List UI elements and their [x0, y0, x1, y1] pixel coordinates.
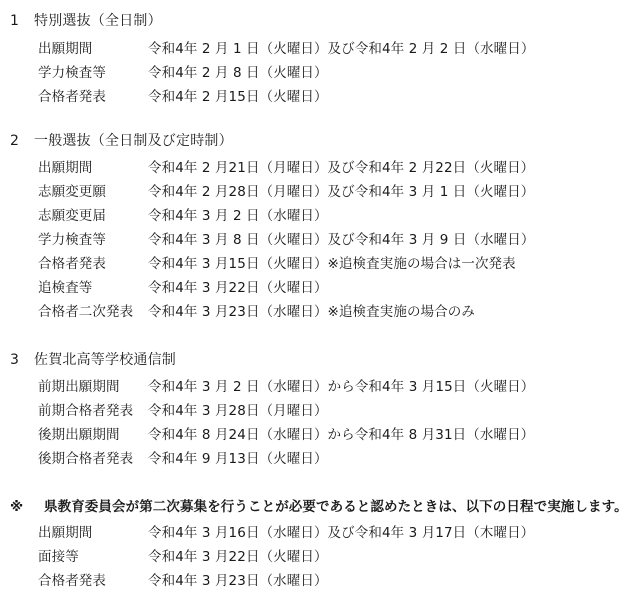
- row-label: 前期出願期間: [38, 379, 120, 395]
- schedule-row: [38, 85, 328, 105]
- row-value: 令和4年 8 月24日（水曜日）から令和4年 8 月31日（水曜日）: [148, 427, 535, 443]
- section-1-heading: [10, 10, 162, 30]
- row-value: 令和4年 2 月 1 日（火曜日）及び令和4年 2 月 2 日（水曜日）: [148, 41, 535, 57]
- row-value: 令和4年 3 月 2 日（水曜日）: [148, 208, 328, 224]
- schedule-row: [38, 204, 328, 224]
- row-label: 合格者発表: [38, 256, 106, 272]
- row-label: 合格者発表: [38, 89, 106, 105]
- row-label: 志願変更願: [38, 184, 106, 200]
- row-value: 令和4年 3 月22日（火曜日）: [148, 280, 328, 296]
- schedule-row: [38, 252, 516, 272]
- row-value: 令和4年 3 月22日（火曜日）: [148, 549, 328, 565]
- schedule-row: [38, 375, 534, 395]
- schedule-row: [38, 228, 534, 248]
- row-label: 出願期間: [38, 525, 93, 541]
- section-3-heading: [10, 349, 176, 369]
- note-mark: ※: [10, 499, 24, 515]
- schedule-row: [38, 399, 328, 419]
- row-label: 前期合格者発表: [38, 403, 134, 419]
- schedule-row: [38, 569, 328, 589]
- row-label: 学力検査等: [38, 232, 106, 248]
- note-heading: [10, 495, 628, 515]
- row-value: 令和4年 2 月15日（火曜日）: [148, 89, 328, 105]
- schedule-row: [38, 156, 534, 176]
- section-title: 一般選抜（全日制及び定時制）: [34, 133, 233, 149]
- schedule-row: [38, 37, 534, 57]
- schedule-row: [38, 300, 475, 320]
- section-number: 2: [10, 133, 20, 149]
- row-label: 後期出願期間: [38, 427, 120, 443]
- row-label: 合格者二次発表: [38, 304, 134, 320]
- schedule-row: [38, 423, 534, 443]
- row-label: 出願期間: [38, 160, 93, 176]
- schedule-row: [38, 180, 534, 200]
- row-label: 学力検査等: [38, 65, 106, 81]
- section-number: 3: [10, 352, 20, 368]
- row-value: 令和4年 3 月15日（火曜日）※追検査実施の場合は一次発表: [148, 256, 516, 272]
- note-text: 県教育委員会が第二次募集を行うことが必要であると認めたときは、以下の日程で実施します。: [44, 499, 628, 515]
- row-label: 追検査等: [38, 280, 93, 296]
- section-title: 佐賀北高等学校通信制: [34, 352, 176, 368]
- row-label: 志願変更届: [38, 208, 106, 224]
- row-value: 令和4年 3 月16日（水曜日）及び令和4年 3 月17日（木曜日）: [148, 525, 535, 541]
- row-value: 令和4年 3 月 8 日（火曜日）及び令和4年 3 月 9 日（水曜日）: [148, 232, 535, 248]
- row-value: 令和4年 3 月 2 日（水曜日）から令和4年 3 月15日（火曜日）: [148, 379, 535, 395]
- section-title: 特別選抜（全日制）: [34, 13, 162, 29]
- row-label: 面接等: [38, 549, 79, 565]
- row-value: 令和4年 9 月13日（火曜日）: [148, 451, 328, 467]
- row-value: 令和4年 3 月23日（水曜日）※追検査実施の場合のみ: [148, 304, 475, 320]
- row-value: 令和4年 2 月 8 日（火曜日）: [148, 65, 328, 81]
- row-value: 令和4年 3 月28日（月曜日）: [148, 403, 328, 419]
- schedule-row: [38, 447, 328, 467]
- schedule-row: [38, 545, 328, 565]
- schedule-row: [38, 521, 534, 541]
- row-label: 出願期間: [38, 41, 93, 57]
- row-value: 令和4年 3 月23日（水曜日）: [148, 573, 328, 589]
- row-label: 後期合格者発表: [38, 451, 134, 467]
- section-2-heading: [10, 130, 233, 150]
- schedule-row: [38, 276, 328, 296]
- section-number: 1: [10, 13, 20, 29]
- row-value: 令和4年 2 月21日（月曜日）及び令和4年 2 月22日（火曜日）: [148, 160, 535, 176]
- schedule-row: [38, 61, 328, 81]
- row-value: 令和4年 2 月28日（月曜日）及び令和4年 3 月 1 日（火曜日）: [148, 184, 535, 200]
- row-label: 合格者発表: [38, 573, 106, 589]
